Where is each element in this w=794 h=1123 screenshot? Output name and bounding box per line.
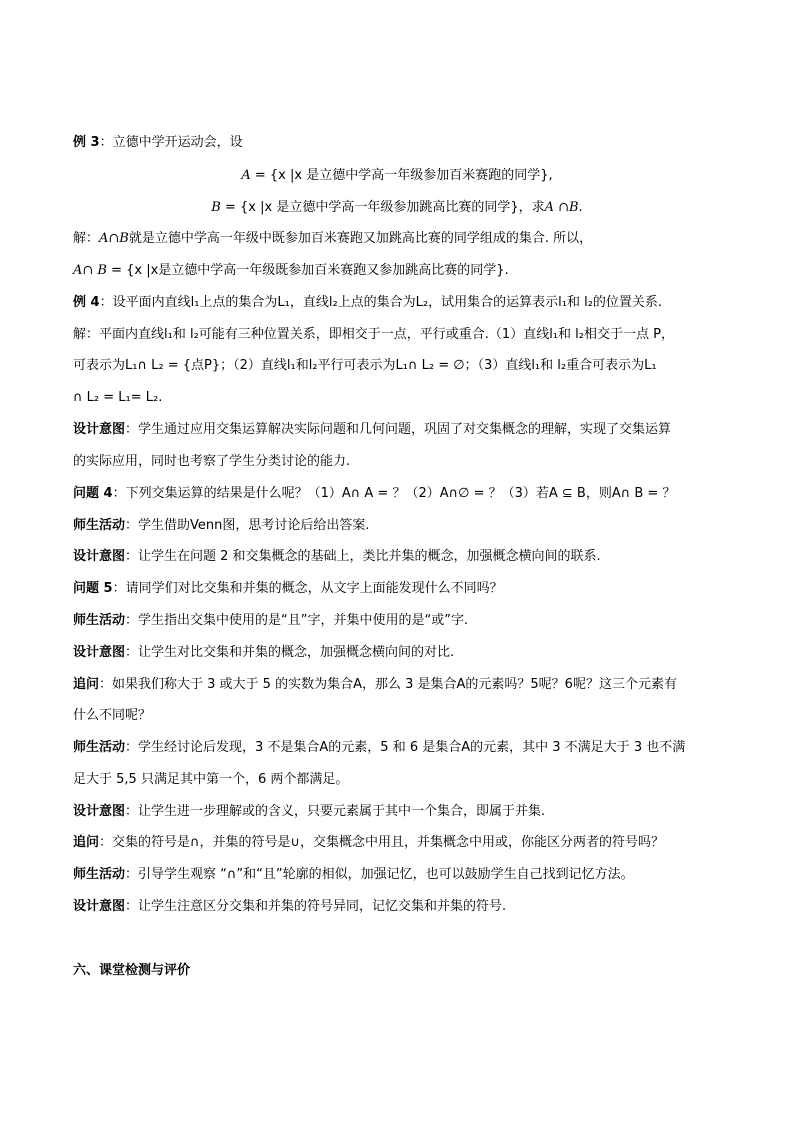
example-4-solution: 解：平面内直线l₁和 l₂可能有三种位置关系，即相交于一点，平行或重合.（1）直线l₁和 l₂相交于一点 P， (73, 327, 674, 342)
design-intent-4: 设计意图：让学生进一步理解或的含义，只要元素属于其中一个集合，即属于并集. (73, 804, 546, 819)
set-a-definition: A = {x |x 是立德中学高一年级参加百米赛跑的同学}, (241, 168, 553, 183)
example-3-label: 例 3 (73, 135, 100, 150)
teacher-student-activity-3-cont: 足大于 5,5 只满足其中第一个，6 两个都满足。 (73, 772, 349, 787)
follow-up-question-1-cont: 什么不同呢？ (73, 708, 152, 723)
follow-up-question-2: 追问：交集的符号是∩，并集的符号是∪，交集概念中用且，并集概念中用或，你能区分两者的符号吗？ (73, 835, 665, 850)
teacher-student-activity-2: 师生活动：学生指出交集中使用的是“且”字，并集中使用的是“或”字. (73, 613, 469, 628)
teacher-student-activity-1: 师生活动：学生借助Venn图，思考讨论后给出答案. (73, 518, 370, 533)
set-b-definition: B = {x |x 是立德中学高一年级参加跳高比赛的同学}，求A ∩B. (211, 200, 583, 215)
question-4: 问题 4：下列交集运算的结果是什么呢？（1）A∩ A = ？（2）A∩∅ = ？（3）若A ⊆ B，则A∩ B = ？ (73, 486, 676, 501)
follow-up-question-1: 追问：如果我们称大于 3 或大于 5 的实数为集合A，那么 3 是集合A的元素吗？5呢？6呢？这三个元素有 (73, 677, 677, 692)
question-5: 问题 5：请同学们对比交集和并集的概念，从文字上面能发现什么不同吗？ (73, 581, 503, 596)
design-intent-2: 设计意图：让学生在问题 2 和交集概念的基础上，类比并集的概念，加强概念横向间的联系. (73, 549, 601, 564)
example-3-intro (73, 134, 724, 152)
section-6-heading: 六、课堂检测与评价 (73, 963, 191, 978)
teacher-student-activity-3: 师生活动：学生经讨论后发现，3 不是集合A的元素，5 和 6 是集合A的元素，其中 3 不满足大于 3 也不满 (73, 740, 686, 755)
example-4-intro: 例 4：设平面内直线l₁上点的集合为L₁，直线l₂上点的集合为L₂，试用集合的运算表示l₁和 l₂的位置关系. (73, 295, 663, 310)
example-4-label: 例 4 (73, 295, 100, 310)
example-3-text: ：立德中学开运动会，设 (99, 135, 243, 150)
teacher-student-activity-4: 师生活动：引导学生观察 “∩”和“且”轮廓的相似，加强记忆，也可以鼓励学生自己找到记忆方法。 (73, 867, 634, 882)
design-intent-3: 设计意图：让学生对比交集和并集的概念，加强概念横向间的对比. (73, 645, 455, 660)
design-intent-5: 设计意图：让学生注意区分交集和并集的符号异同，记忆交集和并集的符号. (73, 899, 507, 914)
design-intent-1: 设计意图：学生通过应用交集运算解决实际问题和几何问题，巩固了对交集概念的理解，实现了交集运算 (73, 422, 672, 437)
design-intent-1-cont: 的实际应用，同时也考察了学生分类讨论的能力. (73, 454, 351, 469)
example-3-solution: 解：A∩B就是立德中学高一年级中既参加百米赛跑又加跳高比赛的同学组成的集合. 所以， (73, 231, 593, 246)
example-4-solution-line: 可表示为L₁∩ L₂ = {点P}；（2）直线l₁和l₂平行可表示为L₁∩ L₂ = ∅；（3）直线l₁和 l₂重合可表示为L₁ (73, 358, 657, 373)
example-3-solution-set: A∩ B = {x |x是立德中学高一年级既参加百米赛跑又参加跳高比赛的同学}. (73, 263, 509, 278)
example-4-solution-line: ∩ L₂ = L₁= L₂. (73, 390, 163, 405)
